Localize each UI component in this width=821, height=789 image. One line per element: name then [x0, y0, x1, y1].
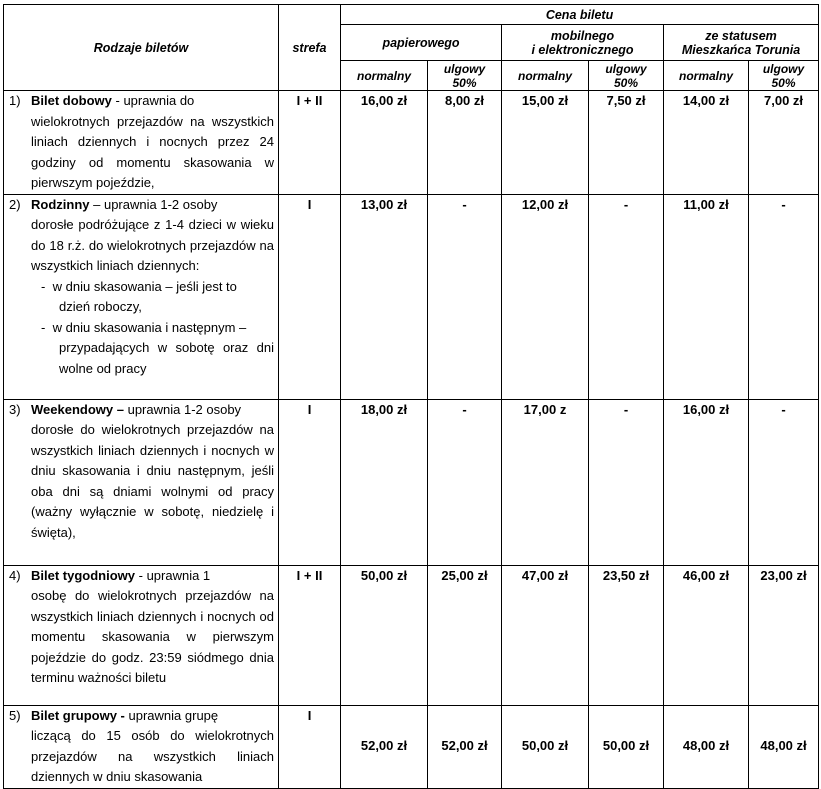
ticket-name: Rodzinny — [31, 196, 90, 212]
price-cell: 50,00 zł — [341, 565, 428, 705]
price-cell: 8,00 zł — [428, 91, 502, 195]
price-cell: 17,00 z — [502, 399, 589, 565]
header-normal: normalny — [664, 61, 749, 91]
price-cell: 23,00 zł — [749, 565, 819, 705]
table-row — [4, 194, 819, 399]
price-cell: - — [589, 399, 664, 565]
price-cell: 16,00 zł — [341, 91, 428, 195]
table-row — [4, 705, 819, 788]
price-cell: - — [589, 194, 664, 399]
price-cell: 25,00 zł — [428, 565, 502, 705]
zone-cell: I + II — [279, 91, 341, 195]
price-cell: 16,00 zł — [664, 399, 749, 565]
price-cell: - — [749, 194, 819, 399]
price-cell: 12,00 zł — [502, 194, 589, 399]
ticket-description: 1) Bilet dobowy - uprawnia do wielokrotnych przejazdów na wszystkich liniach dziennych i nocnych przez 24 godziny od momentu skasowania w pierwszym pojeździe, — [4, 91, 279, 195]
table-row — [4, 91, 819, 195]
price-cell: 52,00 zł — [341, 705, 428, 788]
header-reduced: ulgowy 50% — [428, 61, 502, 91]
zone-cell: I — [279, 399, 341, 565]
header-resident: ze statusem Mieszkańca Torunia — [664, 25, 819, 61]
price-cell: 13,00 zł — [341, 194, 428, 399]
header-reduced: ulgowy 50% — [589, 61, 664, 91]
header-normal: normalny — [341, 61, 428, 91]
header-ticket-types: Rodzaje biletów — [4, 5, 279, 91]
price-table — [3, 4, 819, 789]
price-cell: - — [428, 194, 502, 399]
price-cell: 14,00 zł — [664, 91, 749, 195]
price-cell: 11,00 zł — [664, 194, 749, 399]
price-cell: 50,00 zł — [589, 705, 664, 788]
price-cell: 15,00 zł — [502, 91, 589, 195]
table-row — [4, 399, 819, 565]
ticket-name: Weekendowy – — [31, 401, 124, 417]
price-cell: 48,00 zł — [664, 705, 749, 788]
ticket-name: Bilet dobowy — [31, 93, 112, 108]
ticket-name: Bilet grupowy - — [31, 707, 125, 723]
zone-cell: I — [279, 194, 341, 399]
zone-cell: I — [279, 705, 341, 788]
price-cell: - — [749, 399, 819, 565]
ticket-name: Bilet tygodniowy — [31, 567, 135, 583]
price-cell: 47,00 zł — [502, 565, 589, 705]
ticket-description: 4) Bilet tygodniowy - uprawnia 1 osobę do wielokrotnych przejazdów na wszystkich liniach dziennych i nocnych od momentu skasowania w pierwszym pojeździe do godz. 23:59 siódmego dnia terminu ważności biletu — [4, 565, 279, 705]
price-cell: 46,00 zł — [664, 565, 749, 705]
ticket-description: 3) Weekendowy – uprawnia 1-2 osoby dorosłe do wielokrotnych przejazdów na wszystkich liniach dziennych i nocnych w dniu skasowania i dniu następnym, jeśli oba dni są dniami wolnymi od pracy (ważny wyłącznie w sobotę, niedzielę i święta), — [4, 399, 279, 565]
header-zone: strefa — [279, 5, 341, 91]
price-cell: 52,00 zł — [428, 705, 502, 788]
price-cell: 7,50 zł — [589, 91, 664, 195]
price-cell: - — [428, 399, 502, 565]
header-reduced: ulgowy 50% — [749, 61, 819, 91]
ticket-description: 5) Bilet grupowy - uprawnia grupę liczącą do 15 osób do wielokrotnych przejazdów na wszystkich liniach dziennych w dniu skasowania — [4, 705, 279, 788]
price-cell: 23,50 zł — [589, 565, 664, 705]
ticket-description: 2) Rodzinny – uprawnia 1-2 osoby dorosłe podróżujące z 1-4 dzieci w wieku do 18 r.ż. do wielokrotnych przejazdów na wszystkich liniach dziennych: - w dniu skasowania – jeśli jest to dzień roboczy, - w dniu skasowania i następnym – przypadających w sobotę oraz dni wolne od pracy — [4, 194, 279, 399]
table-row — [4, 565, 819, 705]
header-mobile: mobilnego i elektronicznego — [502, 25, 664, 61]
price-cell: 7,00 zł — [749, 91, 819, 195]
price-cell: 48,00 zł — [749, 705, 819, 788]
header-paper: papierowego — [341, 25, 502, 61]
price-cell: 18,00 zł — [341, 399, 428, 565]
price-cell: 50,00 zł — [502, 705, 589, 788]
zone-cell: I + II — [279, 565, 341, 705]
header-price: Cena biletu — [341, 5, 819, 25]
header-normal: normalny — [502, 61, 589, 91]
